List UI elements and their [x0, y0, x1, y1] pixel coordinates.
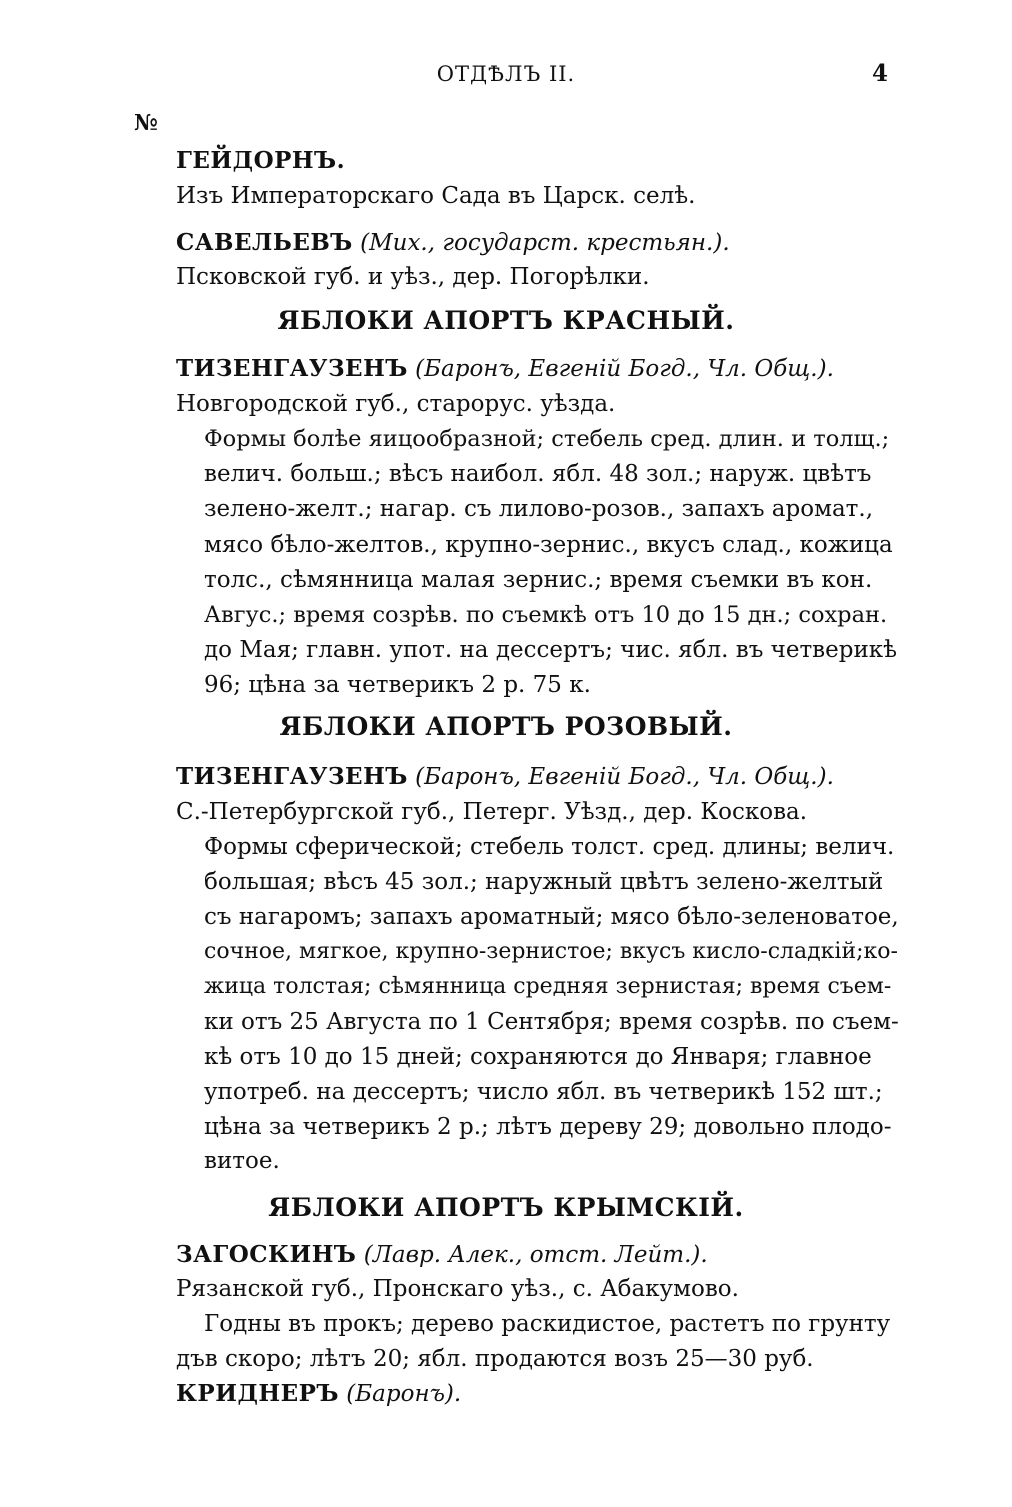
- section1-desc-line: мясо бѣло-желтов., крупно-зернис., вкусъ слад., кожица: [204, 532, 893, 558]
- section3-desc-line: Годны въ прокъ; дерево раскидистое, растетъ по грунту: [204, 1311, 891, 1337]
- section3-desc-line: дъв скоро; лѣтъ 20; ябл. продаются возъ 25—30 руб.: [176, 1346, 814, 1372]
- section2-desc-line: большая; вѣсъ 45 зол.; наружный цвѣтъ зелено-желтый: [204, 869, 884, 895]
- section2-desc-line: употреб. на дессертъ; число ябл. въ четверикѣ 152 шт.;: [204, 1079, 883, 1105]
- page-header: [0, 58, 1012, 92]
- section1-grower: [176, 354, 834, 384]
- section2-desc-line: съ нагаромъ; запахъ ароматный; мясо бѣло-зеленоватое,: [204, 904, 899, 930]
- grower-name: САВЕЛЬЕВЪ: [176, 229, 353, 256]
- page-number: 4: [872, 60, 889, 87]
- section2-place: С.-Петербургской губ., Петерг. Уѣзд., дер. Коскова.: [176, 799, 808, 825]
- grower-info: (Мих., государст. крестьян.).: [360, 230, 730, 256]
- section2-desc-line: кѣ отъ 10 до 15 дней; сохраняются до Января; главное: [204, 1044, 872, 1070]
- grower-name: КРИДНЕРЪ: [176, 1380, 339, 1407]
- section1-desc-line: до Мая; главн. упот. на дессертъ; чис. ябл. въ четверикѣ: [204, 637, 898, 663]
- section-title: ОТДѢЛЪ II.: [436, 62, 576, 86]
- section2-desc-line: цѣна за четверикъ 2 р.; лѣтъ дереву 29; довольно плодо-: [204, 1114, 892, 1140]
- entry-geidorn: [176, 146, 345, 176]
- grower-name: ТИЗЕНГАУЗЕНЪ: [176, 355, 408, 382]
- section3-grower2: [176, 1379, 461, 1409]
- section1-desc-line: 96; цѣна за четверикъ 2 р. 75 к.: [204, 672, 591, 698]
- section2-desc-line: витое.: [204, 1148, 280, 1174]
- entry-savelev-place: Псковской губ. и уѣз., дер. Погорѣлки.: [176, 264, 650, 290]
- entry-geidorn-place: Изъ Императорскаго Сада въ Царск. селѣ.: [176, 183, 696, 209]
- section1-place: Новгородской губ., старорус. уѣзда.: [176, 391, 616, 417]
- section-heading-red: ЯБЛОКИ АПОРТЪ КРАСНЫЙ.: [277, 306, 735, 335]
- section2-desc-line: Формы сферической; стебель толст. сред. длины; велич.: [204, 834, 895, 860]
- entry-savelev: [176, 228, 730, 258]
- section1-desc-line: зелено-желт.; нагар. съ лилово-розов., запахъ аромат.,: [204, 496, 874, 522]
- section2-desc-line: жица толстая; сѣмянница средняя зернистая; время съем-: [204, 974, 892, 999]
- grower-name: ТИЗЕНГАУЗЕНЪ: [176, 763, 408, 790]
- section2-desc-line: сочное, мягкое, крупно-зернистое; вкусъ кисло-сладкій;ко-: [204, 939, 898, 964]
- section1-desc-line: Формы болѣе яицообразной; стебель сред. длин. и толщ.;: [204, 426, 890, 452]
- section2-grower: [176, 762, 834, 792]
- section-heading-pink: ЯБЛОКИ АПОРТЪ РОЗОВЫЙ.: [279, 712, 733, 741]
- grower-info: (Баронъ).: [346, 1381, 462, 1407]
- grower-info: (Баронъ, Евгеній Богд., Чл. Общ.).: [415, 356, 834, 382]
- section3-grower: [176, 1240, 708, 1270]
- section3-place: Рязанской губ., Пронскаго уѣз., с. Абакумово.: [176, 1276, 739, 1302]
- section1-desc-line: велич. больш.; вѣсъ наибол. ябл. 48 зол.; наруж. цвѣтъ: [204, 461, 872, 487]
- grower-name: ГЕЙДОРНЪ.: [176, 147, 346, 174]
- section1-desc-line: Авгус.; время созрѣв. по съемкѣ отъ 10 до 15 дн.; сохран.: [204, 602, 888, 628]
- grower-info: (Лавр. Алек., отст. Лейт.).: [363, 1242, 708, 1268]
- number-column-header: №: [134, 110, 158, 136]
- grower-info: (Баронъ, Евгеній Богд., Чл. Общ.).: [415, 764, 834, 790]
- grower-name: ЗАГОСКИНЪ: [176, 1241, 357, 1268]
- section1-desc-line: толс., сѣмянница малая зернис.; время съемки въ кон.: [204, 567, 873, 593]
- section2-desc-line: ки отъ 25 Августа по 1 Сентября; время созрѣв. по съем-: [204, 1009, 899, 1035]
- section-heading-crimean: ЯБЛОКИ АПОРТЪ КРЫМСКІЙ.: [268, 1193, 744, 1222]
